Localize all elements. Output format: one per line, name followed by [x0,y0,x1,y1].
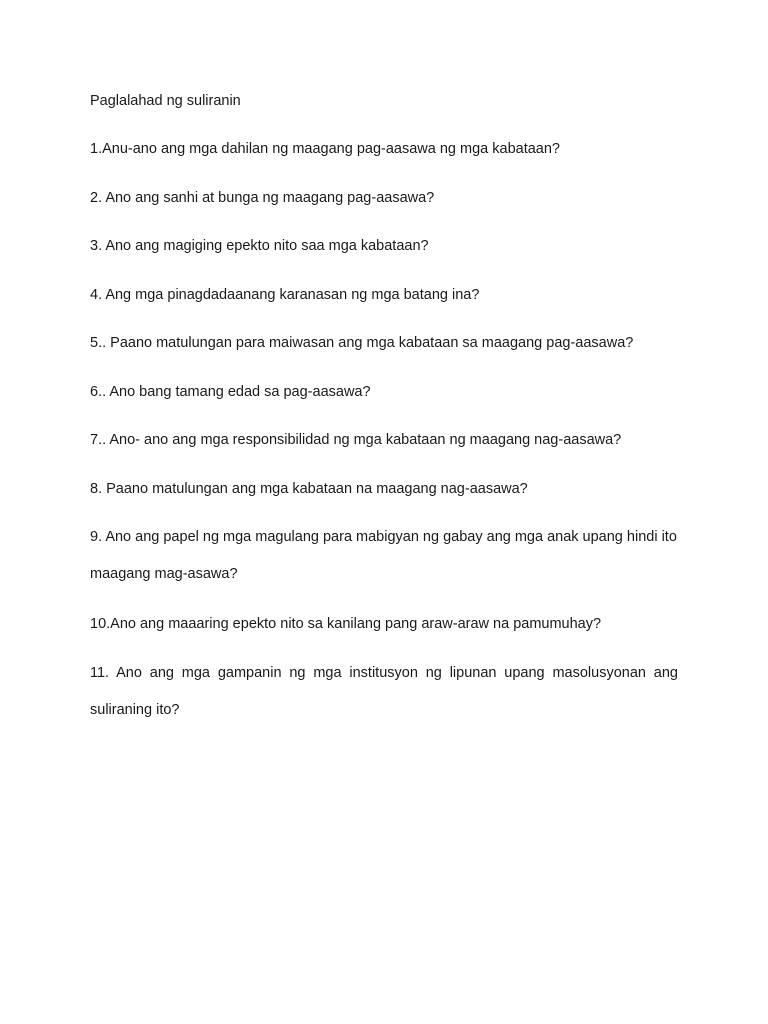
question-9: 9. Ano ang papel ng mga magulang para mabigyan ng gabay ang mga anak upang hindi ito maagang mag-asawa? [90,529,677,582]
question-4: 4. Ang mga pinagdadaanang karanasan ng mga batang ina? [90,286,480,303]
question-1: 1.Anu-ano ang mga dahilan ng maagang pag-aasawa ng mga kabataan? [90,141,560,157]
question-11: 11. Ano ang mga gampanin ng mga institusyon ng lipunan upang masolusyonan ang suliraning ito? [90,664,678,718]
question-6: 6.. Ano bang tamang edad sa pag-aasawa? [90,383,371,400]
question-8: 8. Paano matulungan ang mga kabataan na maagang nag-aasawa? [90,480,528,497]
question-2: 2. Ano ang sanhi at bunga ng maagang pag-aasawa? [90,189,435,206]
document-body [90,91,678,750]
question-7: 7.. Ano- ano ang mga responsibilidad ng mga kabataan ng maagang nag-aasawa? [90,432,622,448]
question-5: 5.. Paano matulungan para maiwasan ang mga kabataan sa maagang pag-aasawa? [90,335,634,351]
document-title: Paglalahad ng suliranin [90,93,241,109]
question-10: 10.Ano ang maaaring epekto nito sa kanilang pang araw-araw na pamumuhay? [90,616,602,632]
question-3: 3. Ano ang magiging epekto nito saa mga kabataan? [90,238,429,254]
